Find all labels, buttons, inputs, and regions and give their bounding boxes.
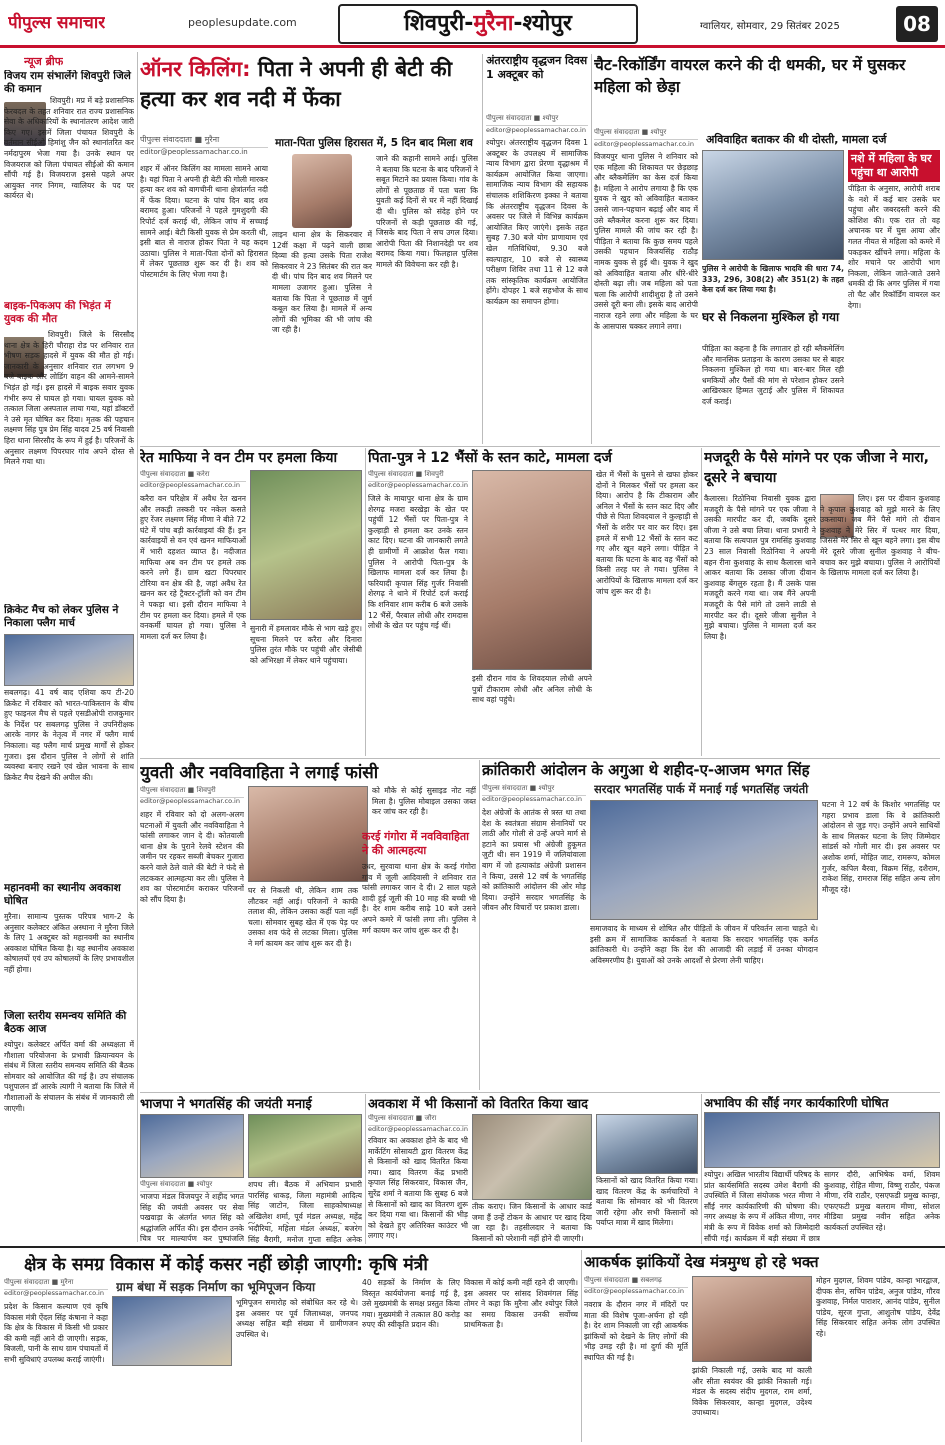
chat-byline: पीपुल्स संवाददाता ■ श्योपुर xyxy=(594,128,698,140)
tableau-photo xyxy=(692,1276,812,1362)
buffalo-story xyxy=(368,448,698,756)
sand-email: editor@peoplessamachar.co.in xyxy=(140,481,240,489)
bhagat-body-2: समाजवाद के माध्यम से शोषित और पीड़ितों के जीवन में परिवर्तन लाना चाहते थे। इसी क्रम में सामाजिक कार्यकर्ता ने बताया कि सरदार भगतसिंह एक कर्मठ क्रांतिकारी थे। उन्होंने कहा कि देश की आजादी की लड़ाई में उनका योगदान अविस्मरणीय है। युवाओं को उनके आदर्शों से प्रेरणा लेनी चाहिए। xyxy=(590,924,818,965)
column-divider xyxy=(581,1250,582,1442)
elder-headline: अंतरराष्ट्रीय वृद्धजन दिवस 1 अक्टूबर को xyxy=(486,54,588,81)
fert-queue-photo xyxy=(596,1114,698,1174)
brief-body-2: शिवपुरी। जिले के सिरसौद थाना क्षेत्र के हिरी चौराहा रोड पर शनिवार रात भीषण सड़क हादसे में युवक की मौत हो गई। जानकारी के अनुसार शनिवार रात लगभग 9 बजे बाइक और लोडिंग वाहन की आमने-सामने भिड़ंत हो गई। इस हादसे में बाइक सवार युवक गंभीर रूप से घायल हो गया। घायल युवक को तत्काल जिला अस्पताल लाया गया, यहां डॉक्टरों ने उसे मृत घोषित कर दिया। मृतक की पहचान लक्ष्मण सिंह पुत्र प्रेम सिंह यादव 25 वर्ष निवासी हिरा थाना सिरसौद के रूप में हुई है। परिजनों के अनुसार लक्ष्मण पिपरघार गांव अपने दोस्त से मिलने गया था। xyxy=(4,330,134,467)
sand-caption: सुनारी में हमलावर मौके से भाग खड़े हुए। सूचना मिलने पर करैरा और दिनारा पुलिस तुरंत मौके पर पहुंची और जेसीबी को अभिरक्षा में लेकर थाने पहुंचाया। xyxy=(250,624,362,665)
abvp-group-photo xyxy=(704,1112,940,1168)
tableau-story xyxy=(584,1250,940,1442)
chat-byline-block xyxy=(594,128,698,148)
hanging-body-4: उधर, सुरवाया थाना क्षेत्र के करई गंगोरा गांव में जूली आदिवासी ने शनिवार रात फांसी लगाकर जान दे दी। 2 साल पहले शादी हुई जूली की 10 माह की बच्ची भी है। देर शाम करीब साढ़े 10 बजे उसने अपने कमरे में फांसी लगा ली। पुलिस ने मर्ग कायम कर जांच शुरू कर दी है। xyxy=(362,862,476,935)
labour-body: कैलारस। रिठोनिया निवासी युवक द्वारा मजदूरी के पैसे मांगने पर एक जीजा ने उसकी मारपीट कर दी, जबकि दूसरे जीजा ने उसे बचा लिया। थाना प्रभारी ने बताया कि सत्यपाल पुत्र रामसिंह कुशवाह 23 साल निवासी रिठोनिया ने अपनी बहन रीना कुशवाह के साथ कैलारस थाने आकर बताया कि उसका जीजा दीवान कुशवाह बेंगलुरु रहता है। मैं उसके पास मजदूरी करने गया था। जब मैंने अपनी मजदूरी के पैसे मांगे तो उसने लाठी से मारपीट कर दी। दूसरे जीजा सुनील ने मुझे बचाया। पुलिस ने मामला दर्ज कर लिया है। xyxy=(704,494,816,641)
abvp-story xyxy=(704,1094,940,1244)
hanging-email: editor@peoplessamachar.co.in xyxy=(140,797,240,805)
hanging-headline: युवती और नवविवाहिता ने लगाई फांसी xyxy=(140,763,379,783)
victim-portrait xyxy=(292,154,352,228)
row-divider xyxy=(140,758,940,759)
bhagat-body-3: घटना ने 12 वर्ष के किशोर भगतसिंह पर गहरा प्रभाव डाला कि वे क्रांतिकारी आंदोलन से जुड़ गए। उन्होंने अपने साथियों के साथ मिलकर घटना के लिए जिम्मेदार सांडर्स को गोली मार दी। इस अवसर पर अशोक शर्मा, मोहित जाट, रामरूप, कोमल गुर्जर, कपिल बैरवा, विक्रम सिंह, दशैराम, राकेश सिंह, रामराज सिंह सहित अन्य लोग मौजूद रहे। xyxy=(822,800,940,894)
honor-killing-story xyxy=(140,54,478,444)
masthead xyxy=(0,0,945,48)
section-divider xyxy=(0,1246,945,1248)
brand-logo: पीपुल्स समाचार xyxy=(8,13,106,33)
honor-body-1: शहर में ऑनर किलिंग का मामला सामने आया है। यहां पिता ने अपनी ही बेटी की गोली मारकर हत्या कर शव को बागचीनी थाना क्षेत्रांतर्गत नदी में फेंक दिया। घटना के पांच दिन बाद शव बरामद हुआ। परिजनों ने पहले गुमशुदगी की रिपोर्ट दर्ज कराई थी, लेकिन जांच में सच्चाई सामने आई। बेटी किसी युवक से प्रेम करती थी, इसी बात से नाराज होकर पिता ने यह कदम उठाया। पुलिस ने माता-पिता दोनों को हिरासत में लेकर पूछताछ शुरू कर दी है। शव को पोस्टमार्टम के लिए भेजा गया है। xyxy=(140,164,268,279)
bhagat-email: editor@peoplessamachar.co.in xyxy=(482,795,582,803)
dateline: ग्वालियर, सोमवार, 29 सितंबर 2025 xyxy=(700,21,840,32)
row-divider xyxy=(140,1092,940,1093)
site-url[interactable]: peoplesupdate.com xyxy=(188,16,297,29)
fert-headline: अवकाश में भी किसानों को वितरित किया खाद xyxy=(368,1097,589,1112)
brief-body-1: शिवपुरी। मप्र में बड़े प्रशासनिक फेरबदल के तहत शनिवार रात राज्य प्रशासनिक सेवा के अधिकारियों के स्थानांतरण आदेश जारी किए गए। इसमें जिला पंचायत शिवपुरी के वर्तमान सीईओ हिमांशु जैन को स्थानांतरित कर नर्मदापुरम भेजा गया है। उनके स्थान पर विजयराज को जिला पंचायत सीईओ की कमान सौंपी गई है। विजयराज इससे पहले अपर आयुक्त नगर निगम, ग्वालियर के पद पर कार्यरत थे। xyxy=(4,96,134,201)
fert-body-3: किसानों को खाद वितरित किया गया। खाद वितरण केंद्र के कर्मचारियों ने बताया कि सोमवार को भी वितरण जारी रहेगा और सभी किसानों को पर्याप्त मात्रा में खाद मिलेगा। xyxy=(596,1176,698,1228)
chat-side-body: पीड़िता के अनुसार, आरोपी शराब के नशे में कई बार उसके घर पहुंचा और जबरदस्ती करने की कोशिश की। एक रात तो वह अचानक घर में घुस आया और गलत नीयत से महिला को कमरे में पकड़कर खींचने लगा। महिला के शोर मचाने पर आरोपी भाग निकला, लेकिन जाते-जाते उसने धमकी दी कि अगर पुलिस में गया तो चैट और रिकॉर्डिंग वायरल कर देगा। xyxy=(848,184,940,310)
buffalo-caption: इसी दौरान गांव के शिवदयाल लोधी अपने पुत्रों टीकाराम लोधी और अनिल लोधी के साथ वहां पहुंचे। xyxy=(472,674,592,705)
tableau-body-1: नवरात्र के दौरान नगर में मंदिरों पर माता की विशेष पूजा-अर्चना हो रही है। देर शाम निकाली जा रही आकर्षक झांकियों को देखने के लिए लोगों की भीड़ उमड़ रही है। मां दुर्गा की मूर्ति स्थापित की गई है। xyxy=(584,1300,688,1362)
labour-body-2: लिए। इस पर दीवान कुशवाह ने कृपाल कुशवाह को मुझे मारने के लिए उकसाया। जब मैंने पैसे मांगे तो दीवान कुशवाह ने मेरे सिर में पत्थर मार दिया, जिससे मेरे सिर से खून बहने लगा। इस बीच मेरे दूसरे जीजा सुनील कुशवाह ने बीच-बचाव कर मुझे बचाया। पुलिस ने आरोपियों के खिलाफ मामला दर्ज कर लिया है। xyxy=(820,494,940,578)
brief-headline-4: महानवमी का स्थानीय अवकाश घोषित xyxy=(4,882,121,907)
chat-email: editor@peoplessamachar.co.in xyxy=(594,140,694,148)
develop-body-4: विकास में कोई कमी नहीं रहने दी जाएगी। इस अवसर पर सांसद शिवमंगल सिंह तोमर ने कहा कि मुरैना और श्योपुर जिले का समग्र विकास उनकी सर्वोच्च प्राथमिकता है। xyxy=(464,1278,578,1330)
hanging-body-1: शहर में रविवार को दो अलग-अलग घटनाओं में युवती और नवविवाहिता ने फांसी लगाकर जान दे दी। कोतवाली थाना क्षेत्र के पुराने रेलवे स्टेशन की जमीन पर रहकर सब्जी बेचकर गुजारा करने वाले ठेले वाले की बेटी ने फंदे से लटककर आत्महत्या कर ली। पुलिस ने शव का पोस्टमार्टम कराकर परिजनों को सौंप दिया है। xyxy=(140,810,244,904)
chat-headline-2: घर से निकलना मुश्किल हो गया xyxy=(702,310,840,324)
buffalo-byline: पीपुल्स संवाददाता ■ शिवपुरी xyxy=(368,470,468,482)
column-divider xyxy=(591,54,592,444)
elder-email: editor@peoplessamachar.co.in xyxy=(486,126,586,134)
chat-body: विजयपुर थाना पुलिस ने शनिवार को एक महिला की शिकायत पर छेड़छाड़ और ब्लैकमेलिंग का केस दर्ज किया है। महिला ने आरोप लगाया है कि एक युवक ने खुद को अविवाहित बताकर उससे जान-पहचान बढ़ाई और बाद में उसे ब्लैकमेल करना शुरू कर दिया। पुलिस मामले की जांच कर रही है। पीड़िता ने बताया कि कुछ समय पहले उसकी पहचान विजयसिंह राठौड़ नामक युवक से हुई थी। युवक ने खुद को अविवाहित बताया और धीरे-धीरे दोस्ती बढ़ा ली। जब महिला को पता चला कि आरोपी शादीशुदा है तो उसने उससे दूरी बना ली। इसके बाद आरोपी नाराज रहने लगा और महिला के घर के आसपास चक्कर लगाने लगा। xyxy=(594,152,698,331)
chat-subheadline: अविवाहित बताकर की थी दोस्ती, मामला दर्ज xyxy=(706,133,887,146)
develop-email: editor@peoplessamachar.co.in xyxy=(4,1289,104,1297)
fertilizer-story xyxy=(368,1094,698,1244)
tableau-body-2: झांकी निकाली गई, उसके बाद मां काली और सीता स्वयंवर की झांकी निकाली गई। मंडल के सदस्य संदीप मुदगल, राम शर्मा, विवेक सिकरवार, कान्हा मुदगल, उदेश्य उपाध्याय। xyxy=(692,1366,812,1418)
brief-body-4: मुरैना। सामान्य पुस्तक परिपत्र भाग-2 के अनुसार कलेक्टर अंकित अस्थाना ने मुरैना जिले के लिए 1 अक्टूबर को महानवमी का स्थानीय अवकाश घोषित किया है। यह स्थानीय अवकाश कोषालयों एवं उप कोषालयों के लिए प्रभावशील नहीं होगा। xyxy=(4,912,134,974)
abvp-headline: अभाविप की सौंई नगर कार्यकारिणी घोषित xyxy=(704,1096,889,1110)
develop-byline: पीपुल्स संवाददाता ■ मुरैना xyxy=(4,1278,108,1290)
woman-illustration xyxy=(702,150,844,260)
brief-headline-2: बाइक-पिकअप की भिड़ंत में युवक की मौत xyxy=(4,300,111,325)
bhagat-subheadline: सरदार भगतसिंह पार्क में मनाई गई भगतसिंह जयंती xyxy=(594,782,809,796)
column-divider xyxy=(365,448,366,756)
jcb-photo xyxy=(250,470,362,620)
honor-body-3: जाने की कहानी सामने आई। पुलिस ने बताया कि घटना के बाद परिजनों ने सबूत मिटाने का प्रयास किया। गांव के लोगों से पूछताछ में पता चला कि युवती कई दिनों से घर में नहीं दिखाई दी थी। पुलिस को संदेह होने पर परिजनों से कड़ी पूछताछ की गई, जिसके बाद पिता ने सच उगल दिया। आरोपी पिता की निशानदेही पर शव बरामद किया गया। फिलहाल पुलिस मामले की विवेचना कर रही है। xyxy=(376,154,478,269)
bhagat-body-1: देश अंग्रेजों के आतंक से त्रस्त था तथा देश के स्वतंत्रता संग्राम सेनानियों पर लाठी और गोली से उन्हें अपने मार्ग से हटाने का प्रयास भी अंग्रेजी हुकूमत जुटी थी। सन 1919 में जलियांवाला बाग में जो हत्याकांड अंग्रेजी प्रशासन ने किया, उससे 12 वर्ष के भगतसिंह को क्रांतिकारी आंदोलन की ओर मोड़ दिया। उन्होंने सरदार भगतसिंह के जीवन और विचारों पर प्रकाश डाला। xyxy=(482,808,586,913)
hanging-headline-2: करई गंगोरा में नवविवाहिता ने की आत्महत्या xyxy=(362,830,469,857)
sand-mafia-story xyxy=(140,448,362,756)
buffalo-email: editor@peoplessamachar.co.in xyxy=(368,481,468,489)
chat-headline: चैट-रिकॉर्डिंग वायरल करने की दी धमकी, घर में घुसकर महिला को छेड़ा xyxy=(594,56,906,96)
brief-body-3: सबलगढ़। 41 वर्ष बाद एशिया कप टी-20 क्रिकेट में रविवार को भारत-पाकिस्तान के बीच हुए फाइनल मैच से पहले एसडीओपी राजकुमार के निर्देश पर सबलगढ़ पुलिस ने उपनिरीक्षक आरके नागर के नेतृत्व में नगर में फ्लैग मार्च निकाला। यह फ्लैग मार्च प्रमुख मार्गों से होकर गुजरा। इस दौरान पुलिस ने लोगों से शांति व्यवस्था बनाए रखने एवं खेल भावना के साथ क्रिकेट मैच देखने की अपील की। xyxy=(4,688,134,782)
abvp-body: श्योपुर। अखिल भारतीय विद्यार्थी परिषद के प्रांत कार्यसमिति सदस्य उमेश बैरागी की उपस्थिति में जिला संयोजक भरत मीणा ने सौंई नगर कार्यकारिणी की घोषणा की। नगर अध्यक्ष के रूप में अंकित मीणा, नगर मंत्री के रूप में विवेक शर्मा को जिम्मेदारी सौंपी गई। कार्यक्रम में बड़ी संख्या में छात्र xyxy=(704,1170,820,1243)
bjp-byline: पीपुल्स संवाददाता ■ श्योपुर xyxy=(140,1180,244,1192)
column-divider xyxy=(482,54,483,444)
honor-headline: ऑनर किलिंग: पिता ने अपनी ही बेटी की हत्या कर शव नदी में फेंका xyxy=(140,57,453,111)
bjp-story xyxy=(140,1094,362,1244)
page-number: 08 xyxy=(896,6,938,42)
brief-headline-1: विजय राम संभालेंगे शिवपुरी जिले की कमान xyxy=(4,70,131,95)
news-brief-column xyxy=(4,52,134,1242)
tableau-email: editor@peoplessamachar.co.in xyxy=(584,1287,684,1295)
fert-byline: पीपुल्स संवाददाता ■ जौरा xyxy=(368,1114,468,1126)
sand-byline: पीपुल्स संवाददाता ■ करेरा xyxy=(140,470,246,482)
brief-headline-3: क्रिकेट मैच को लेकर पुलिस ने निकाला फ्लैग मार्च xyxy=(4,604,119,629)
brief-headline-5: जिला स्तरीय समन्वय समिति की बैठक आज xyxy=(4,1010,127,1035)
honor-email: editor@peoplessamachar.co.in xyxy=(140,148,248,156)
news-brief-label: न्यूज ब्रीफ xyxy=(24,55,64,68)
honor-byline-block xyxy=(140,134,268,156)
abvp-body-2: सागर दौरी, आभिषेक वर्मा, शिवम कुशवाह, रोहित मीणा, विष्णु राठौर, पंकज मीणा, रवि राठौर, एसएफडी प्रमुख कान्हा, एफएफटी प्रमुख बलराम मीणा, सोशल मीडिया प्रमुख नवीन सहित अनेक कार्यकर्ता उपस्थित रहे। xyxy=(824,1170,940,1232)
bjp-body-1: भाजपा मंडल विजयपुर ने शहीद भगत सिंह की जयंती अवसर पर सेवा पखवाड़ा के अंतर्गत भगत सिंह को श्रद्धांजलि अर्पित की। इस दौरान उनके चित्र पर माल्यार्पण कर पुष्पांजलि xyxy=(140,1192,244,1244)
sand-body: करैरा वन परिक्षेत्र में अवैध रेत खनन और लकड़ी तस्करी पर नकेल कसते हुए रेंजर लक्ष्मण सिंह मीणा ने बीते 72 घंटे में पांच बड़ी कार्रवाइयां की हैं। इन कार्रवाइयों से वन एवं खनन माफियाओं में भारी दहशत व्याप्त है। नदीजात माफिया अब वन टीम पर हमले तक करने लगे हैं। ग्राम खटा पिपरघार टोरिया वन क्षेत्र की है, जहां अवैध रेत खनन कर रहे ट्रैक्टर-ट्रॉली को वन टीम ने पकड़ा था। इसी दौरान माफिया ने टीम पर हमला कर दिया। हमले में एक वनकर्मी घायल हो गया। पुलिस ने मामला दर्ज कर लिया है। xyxy=(140,494,246,641)
column-divider xyxy=(701,448,702,756)
column-divider xyxy=(701,1094,702,1244)
develop-subheadline: ग्राम बंधा में सड़क निर्माण का भूमिपूजन किया xyxy=(116,1280,316,1294)
fert-email: editor@peoplessamachar.co.in xyxy=(368,1125,468,1133)
column-divider xyxy=(365,1094,366,1244)
tableau-byline: पीपुल्स संवाददाता ■ सबलगढ़ xyxy=(584,1276,688,1288)
hanging-body-3: को मौके से कोई सुसाइड नोट नहीं मिला है। पुलिस मोबाइल उसका जब्त कर जांच कर रही है। xyxy=(372,786,476,817)
bjp-body-2: शपथ ली। बैठक में अभियान प्रभारी पारसिंह धाकड़, जिला महामंत्री आदित्य सिंह जाटोन, जिला साहकोषाध्यक्ष अखिलेश शर्मा, पूर्व मंडल अध्यक्ष, महेंद्र xyxy=(248,1180,362,1221)
honor-body-2: लाइन थाना क्षेत्र के सिकरवार में 12वीं कक्षा में पढ़ने वाली छात्रा दिव्या की हत्या उसके पिता राजेश सिकरवार ने 23 सितंबर की रात कर दी थी। पांच दिन बाद शव मिलने पर मामला उजागर हुआ। पुलिस ने बताया कि पिता ने पूछताछ में जुर्म कबूल कर लिया है। मामले में अन्य लोगों की भूमिका की भी जांच की जा रही है। xyxy=(272,230,372,335)
column-divider xyxy=(479,760,480,1090)
buffalo-body-2: खेत में भैंसों के घुसने से खफा होकर दोनों ने मिलकर भैंसों पर हमला कर दिया। आरोप है कि टीकाराम और अनिल ने भैंसों के स्तन काट दिए और पीछे से पिता शिवदयाल ने कुल्हाड़ी से भैंसों के शरीर पर वार कर दिए। इस हमले में सभी 12 भैंसों के स्तन कट गए और खून बहने लगा। पीड़ित ने बताया कि घटना के बाद वह भैंसों को किसी तरह घर ले गया। पुलिस ने आरोपियों के खिलाफ मामला दर्ज कर जांच शुरू कर दी है। xyxy=(596,470,698,596)
development-story xyxy=(4,1250,578,1442)
tableau-body-3: मोहन मुदगल, शिवम पांडेय, कान्हा भारद्वाज, दीपक सेन, सचिन पांडेय, अनुज पांडेय, गौरव कुशवाह, निर्मल पाराशर, आनंद पांडेय, सुनील पांडेय, सूरज गुप्ता, आशुतोष पांडेय, देवेंद्र सिंह सिकरवार सहित अनेक लोग उपस्थित रहे। xyxy=(816,1276,940,1338)
elder-day-story xyxy=(486,54,588,444)
fert-distribution-photo xyxy=(472,1114,592,1200)
row-divider xyxy=(140,446,940,447)
chat-body-2: पीड़िता का कहना है कि लगातार हो रही ब्लैकमेलिंग और मानसिक प्रताड़ना के कारण उसका घर से बाहर निकलना मुश्किल हो गया था। बार-बार मिल रही धमकियों और पैसों की मांग से परेशान होकर उसने आखिरकार हिम्मत जुटाई और पुलिस में शिकायत दर्ज कराई। xyxy=(702,344,844,406)
develop-body-1: प्रदेश के किसान कल्याण एवं कृषि विकास मंत्री ऐंदल सिंह कंषाना ने कहा कि क्षेत्र के विकास में किसी भी प्रकार की कमी नहीं आने दी जाएगी। सड़क, बिजली, पानी के साथ ग्राम पंचायतों में सभी सुविधाएं उपलब्ध कराई जाएंगी। xyxy=(4,1302,108,1364)
fert-body-2: तीक कराए। जिन किसानों के आधार कार्ड जमा हैं उन्हें टोकन के आधार पर खाद दिया जा रहा है। तहसीलदार ने बताया कि किसानों को परेशानी नहीं होने दी जाएगी। xyxy=(472,1202,592,1243)
tableau-headline: आकर्षक झांकियों देख मंत्रमुग्ध हो रहे भक्त xyxy=(584,1253,819,1271)
develop-headline: क्षेत्र के समग्र विकास में कोई कसर नहीं छोड़ी जाएगी: कृषि मंत्री xyxy=(24,1255,428,1275)
brief-body-5: श्योपुर। कलेक्टर अर्पित वर्मा की अध्यक्षता में गौशाला परियोजना के प्रभावी क्रियान्वयन के संबंध में जिला स्तरीय समन्वय समिति की बैठक सोमवार को आयोजित की गई है। उप संचालक पशुपालन डॉ आरके त्यागी ने बताया कि जिले में गौशालाओं के संचालन के संबंध में जानकारी ली जाएगी। xyxy=(4,1040,134,1113)
sand-headline: रेत माफिया ने वन टीम पर हमला किया xyxy=(140,450,338,466)
page-title: शिवपुरी-मुरैना-श्योपुर xyxy=(338,4,638,44)
buffalo-body-1: जिले के मायापुर थाना क्षेत्र के ग्राम शेरगढ़ मजरा बरखेड़ा के खेत पर पहुंचीं 12 भैंसों पर पिता-पुत्र ने कुल्हाड़ी से हमला कर उनके स्तन काट दिए। घटना की जानकारी लगते ही ग्रामीणों में आक्रोश फैल गया। पुलिस ने आरोपी पिता-पुत्र के खिलाफ मामला दर्ज कर लिया है। फरियादी कृपाल सिंह गुर्जर निवासी शेरगढ़ ने थाने में रिपोर्ट दर्ज कराई कि शनिवार शाम करीब 6 बजे उसके 12 भैंसें, पैरबाल लोधी और रामदास लोधी के खेत पर पहुंच गई थीं। xyxy=(368,494,468,631)
column-divider xyxy=(137,52,138,1242)
hanging-body-2: घर से निकली थी, लेकिन शाम तक लौटकर नहीं आई। परिजनों ने काफी तलाश की, लेकिन उसका कहीं पता नहीं चला। सोमवार सुबह खेत में एक पेड़ पर उसका शव फंदे से लटका मिला। पुलिस ने मर्ग कायम कर जांच शुरू कर दी है। xyxy=(248,886,358,948)
chat-law-note: पुलिस ने आरोपी के खिलाफ भादवि की धारा 74, 333, 296, 308(2) और 351(2) के तहत केस दर्ज कर लिया गया है। xyxy=(702,264,844,295)
flag-march-photo xyxy=(4,634,134,686)
develop-body-2: भूमिपूजन समारोह को संबोधित कर रहे थे। इस अवसर पर पूर्व जिलाध्यक्ष, जनपद अध्यक्ष सहित बड़ी संख्या में ग्रामीणजन उपस्थित थे। xyxy=(236,1298,358,1339)
bjp-body-3: भदौरिया, महिला मंडल अध्यक्ष, बजरंग सिंह बैरागी, मनोज गुप्ता सहित अनेक xyxy=(248,1224,362,1244)
bhagat-byline: पीपुल्स संवाददाता ■ श्योपुर xyxy=(482,784,586,796)
jayanti-photo xyxy=(590,800,818,920)
chat-blackmail-story xyxy=(594,54,940,444)
hanging-story xyxy=(140,760,476,1090)
honor-subheadline: माता-पिता पुलिस हिरासत में, 5 दिन बाद मिला शव xyxy=(275,137,473,149)
elder-byline: पीपुल्स संवाददाता ■ श्योपुर xyxy=(486,114,588,126)
bhagat-singh-story xyxy=(482,760,940,1090)
fert-body-1: रविवार का अवकाश होने के बाद भी मार्केटिंग सोसायटी द्वारा वितरण केंद्र से किसानों को खाद वितरित किया गया। खाद वितरण केंद्र प्रभारी कृपाल सिंह सिकरवार, विकास जैन, सुरेंद्र शर्मा ने बताया कि सुबह 6 बजे से किसानों को खाद का वितरण शुरू कर दिया गया था। किसानों की भीड़ को देखते हुए अतिरिक्त काउंटर भी लगाए गए। xyxy=(368,1136,468,1241)
hanging-byline: पीपुल्स संवाददाता ■ शिवपुरी xyxy=(140,786,244,798)
bhagat-headline: क्रांतिकारी आंदोलन के अगुआ थे शहीद-ए-आजम भगत सिंह xyxy=(482,761,810,779)
elder-body: श्योपुर। अंतरराष्ट्रीय वृद्धजन दिवस 1 अक्टूबर के उपलक्ष्य में सामाजिक न्याय विभाग द्वारा प्रेरणा वृद्धाश्रम में कार्यक्रम आयोजित किया जाएगा। सामाजिक न्याय विभाग की सहायक संचालक शशिकिरण इक्का ने बताया कि अंतरराष्ट्रीय वृद्धजन दिवस के अवसर पर जिले में विभिन्न कार्यक्रम आयोजित किए जाएंगे। इसके तहत सुबह 7.30 बजे योग प्राणायाम एवं खेल गतिविधियां, 9.30 बजे स्वल्पाहार, 10 बजे से स्वास्थ्य परीक्षण शिविर तथा 11 से 12 बजे तक सांस्कृतिक कार्यक्रम आयोजित होंगे। दोपहर 1 बजे सहभोज के साथ कार्यक्रम का समापन होगा। xyxy=(486,138,588,306)
labour-story xyxy=(704,448,940,756)
injured-buffalo-photo xyxy=(472,470,592,670)
labour-headline: मजदूरी के पैसे मांगने पर एक जीजा ने मारा, दूसरे ने बचाया xyxy=(704,450,929,486)
develop-body-3: 40 सड़कों के निर्माण के लिए विस्तृत कार्ययोजना बनाई गई है, उसे मुख्यमंत्री के समक्ष प्रस्तुत किया गया। मुख्यमंत्री ने तत्काल 80 करोड़ रुपए की स्वीकृति प्रदान की। xyxy=(362,1278,460,1330)
bjp-photo xyxy=(140,1114,244,1178)
honor-byline: पीपुल्स संवाददाता ■ मुरैना xyxy=(140,134,268,148)
buffalo-headline: पिता-पुत्र ने 12 भैंसों के स्तन काटे, मामला दर्ज xyxy=(368,450,612,466)
bjp-headline: भाजपा ने भगतसिंह की जयंती मनाई xyxy=(140,1097,312,1112)
victim-photo-1 xyxy=(248,786,368,882)
bjp-photo-2 xyxy=(248,1114,362,1178)
chat-side-headline: नशे में महिला के घर पहुंचा था आरोपी xyxy=(848,150,940,182)
develop-photo xyxy=(112,1296,232,1366)
